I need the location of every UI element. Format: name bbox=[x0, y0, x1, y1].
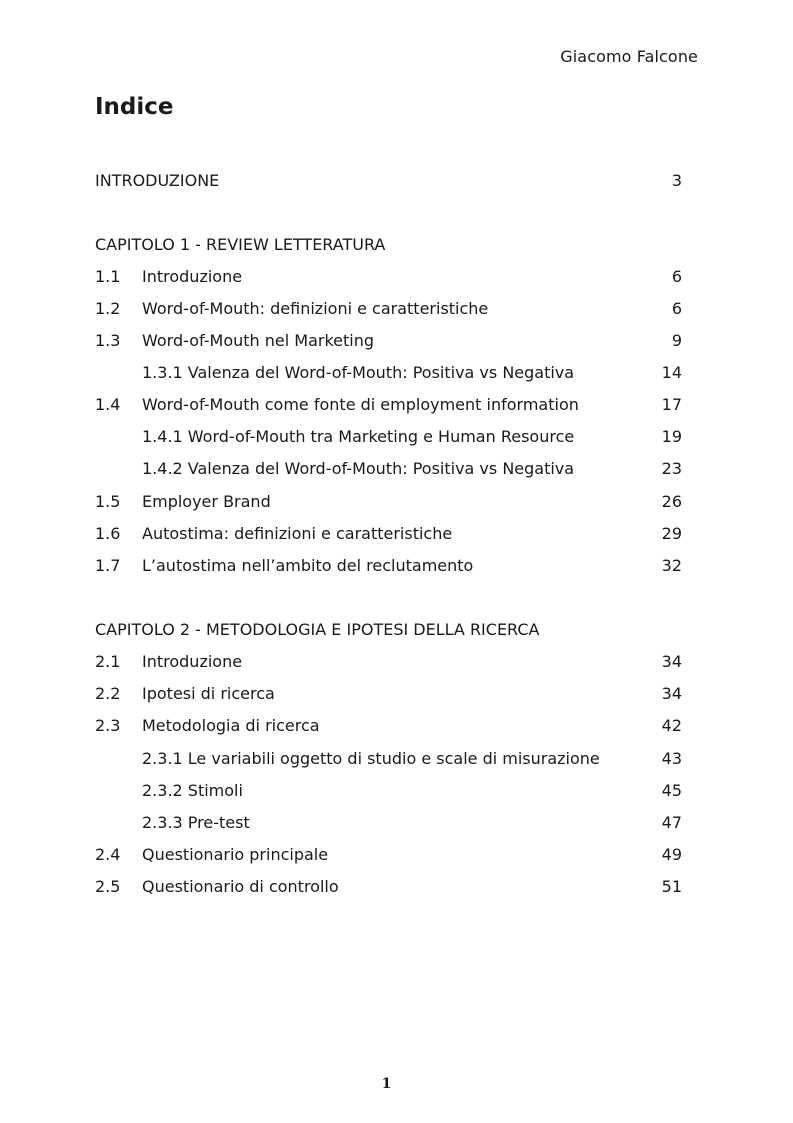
toc-subentry[interactable] bbox=[95, 813, 682, 837]
toc-entry-number: 1.6 bbox=[95, 524, 121, 543]
toc-entry-label: L’autostima nell’ambito del reclutamento bbox=[142, 556, 474, 575]
toc-entry-label: Employer Brand bbox=[142, 492, 271, 511]
toc-entry-page: 47 bbox=[661, 813, 682, 832]
toc-entry-page: 23 bbox=[661, 459, 682, 478]
toc-entry-page: 51 bbox=[661, 877, 682, 896]
toc-entry-number: 2.5 bbox=[95, 877, 121, 896]
toc-entry-label: 2.3.1 Le variabili oggetto di studio e scale di misurazione bbox=[142, 749, 600, 768]
toc-entry-number: 2.1 bbox=[95, 652, 121, 671]
toc-entry-page: 26 bbox=[661, 492, 682, 511]
toc-entry[interactable] bbox=[95, 652, 682, 676]
toc-entry-page: 3 bbox=[671, 171, 682, 190]
toc-entry-page: 6 bbox=[671, 267, 682, 286]
toc-entry-label: Autostima: definizioni e caratteristiche bbox=[142, 524, 453, 543]
toc-subentry[interactable] bbox=[95, 427, 682, 451]
toc-subentry[interactable] bbox=[95, 781, 682, 805]
author-name: Giacomo Falcone bbox=[560, 47, 698, 66]
toc-entry-page: 32 bbox=[661, 556, 682, 575]
toc-entry-label: CAPITOLO 2 - METODOLOGIA E IPOTESI DELLA RICERCA bbox=[95, 620, 540, 639]
toc-entry[interactable] bbox=[95, 492, 682, 516]
toc-entry-label: Questionario principale bbox=[142, 845, 329, 864]
toc-entry-page: 49 bbox=[661, 845, 682, 864]
toc-entry-label: Introduzione bbox=[142, 267, 243, 286]
toc-entry-label: CAPITOLO 1 - REVIEW LETTERATURA bbox=[95, 235, 386, 254]
toc-entry[interactable] bbox=[95, 845, 682, 869]
toc-chapter-2-heading[interactable] bbox=[95, 620, 682, 644]
toc-entry[interactable] bbox=[95, 877, 682, 901]
toc-entry-number: 1.1 bbox=[95, 267, 121, 286]
toc-entry-number: 1.2 bbox=[95, 299, 121, 318]
toc-entry[interactable] bbox=[95, 267, 682, 291]
toc-entry-page: 17 bbox=[661, 395, 682, 414]
toc-entry-label: 1.3.1 Valenza del Word-of-Mouth: Positiva vs Negativa bbox=[142, 363, 575, 382]
toc-entry-label: 2.3.2 Stimoli bbox=[142, 781, 243, 800]
toc-entry-page: 19 bbox=[661, 427, 682, 446]
toc-entry[interactable] bbox=[95, 556, 682, 580]
toc-subentry[interactable] bbox=[95, 459, 682, 483]
toc-entry-label: Word-of-Mouth: definizioni e caratteristiche bbox=[142, 299, 489, 318]
toc-entry-number: 1.7 bbox=[95, 556, 121, 575]
toc-entry-label: 1.4.1 Word-of-Mouth tra Marketing e Human Resource bbox=[142, 427, 575, 446]
toc-chapter-1-heading[interactable] bbox=[95, 235, 682, 259]
toc-entry-page: 43 bbox=[661, 749, 682, 768]
toc-entry-page: 34 bbox=[661, 652, 682, 671]
toc-entry[interactable] bbox=[95, 299, 682, 323]
toc-entry-page: 14 bbox=[661, 363, 682, 382]
toc-entry-label: Word-of-Mouth come fonte di employment information bbox=[142, 395, 579, 414]
toc-entry[interactable] bbox=[95, 716, 682, 740]
toc-entry-page: 42 bbox=[661, 716, 682, 735]
toc-entry-number: 1.4 bbox=[95, 395, 121, 414]
toc-entry-page: 29 bbox=[661, 524, 682, 543]
toc-entry-page: 6 bbox=[671, 299, 682, 318]
toc-entry-label: Word-of-Mouth nel Marketing bbox=[142, 331, 375, 350]
toc-entry-number: 2.4 bbox=[95, 845, 121, 864]
toc-entry-number: 2.2 bbox=[95, 684, 121, 703]
toc-entry-number: 2.3 bbox=[95, 716, 121, 735]
toc-entry-page: 45 bbox=[661, 781, 682, 800]
toc-entry-page: 34 bbox=[661, 684, 682, 703]
toc-entry-number: 1.5 bbox=[95, 492, 121, 511]
toc-entry[interactable] bbox=[95, 395, 682, 419]
toc-entry-label: Metodologia di ricerca bbox=[142, 716, 320, 735]
toc-subentry[interactable] bbox=[95, 749, 682, 773]
toc-entry-label: 1.4.2 Valenza del Word-of-Mouth: Positiva vs Negativa bbox=[142, 459, 575, 478]
toc-entry[interactable] bbox=[95, 684, 682, 708]
toc-entry-label: 2.3.3 Pre-test bbox=[142, 813, 250, 832]
toc-entry-label: Questionario di controllo bbox=[142, 877, 339, 896]
toc-entry-number: 1.3 bbox=[95, 331, 121, 350]
toc-subentry[interactable] bbox=[95, 363, 682, 387]
toc-entry-label: Ipotesi di ricerca bbox=[142, 684, 275, 703]
page-number: 1 bbox=[381, 1076, 392, 1092]
toc-entry-page: 9 bbox=[671, 331, 682, 350]
toc-entry-label: Introduzione bbox=[142, 652, 243, 671]
page-title: Indice bbox=[95, 94, 174, 120]
toc-entry-introduzione[interactable] bbox=[95, 171, 682, 195]
toc-entry[interactable] bbox=[95, 331, 682, 355]
toc-entry[interactable] bbox=[95, 524, 682, 548]
toc-entry-label: INTRODUZIONE bbox=[95, 171, 220, 190]
